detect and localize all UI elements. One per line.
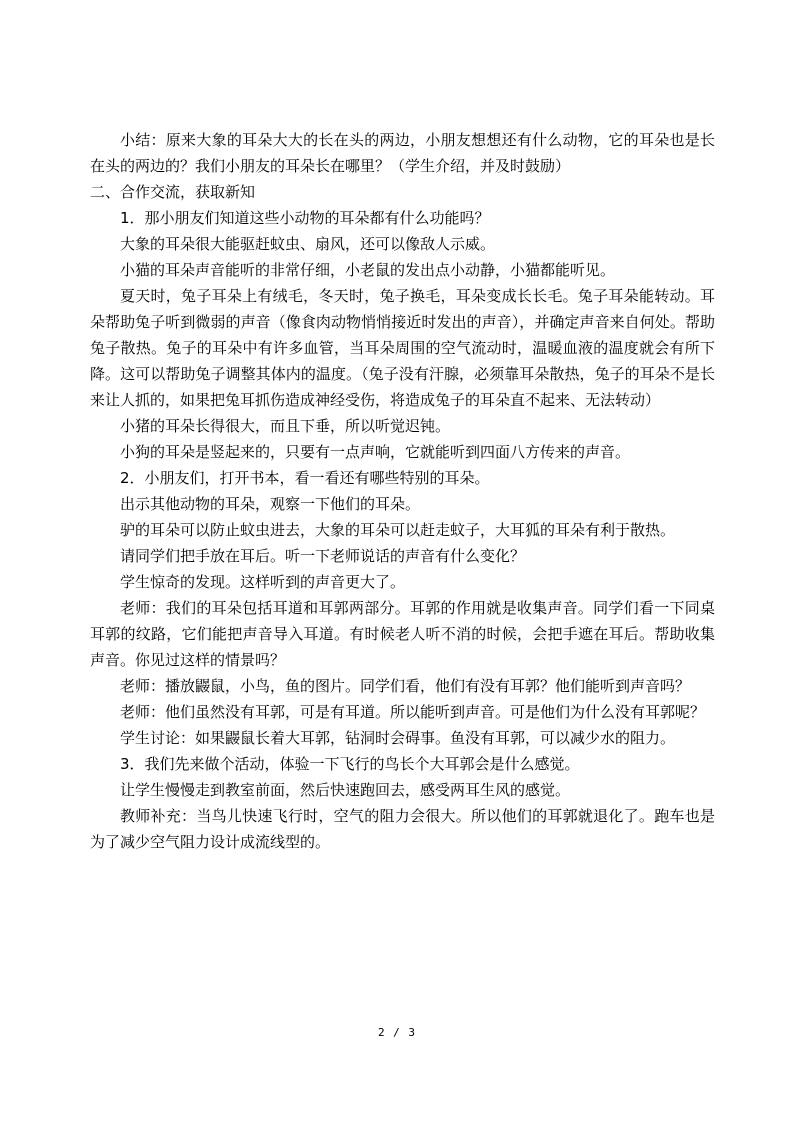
paragraph-teacher-auricle: 老师：我们的耳朵包括耳道和耳郭两部分。耳郭的作用就是收集声音。同学们看一下同桌耳郭的纹路，它们能把声音导入耳道。有时候老人听不消的时候，会把手遮在耳后。帮助收集声音。你见过这样的情景吗？ — [90, 599, 715, 669]
paragraph-teacher-supplement: 教师补充：当鸟儿快速飞行时，空气的阻力会很大。所以他们的耳郭就退化了。跑车也是为了减少空气阻力设计成流线型的。 — [90, 807, 715, 851]
paragraph-teacher-pictures: 老师：播放鼹鼠，小鸟，鱼的图片。同学们看，他们有没有耳郭？他们能听到声音吗？ — [120, 677, 691, 695]
paragraph-question-2: 2．小朋友们，打开书本，看一看还有哪些特别的耳朵。 — [120, 469, 490, 487]
document-body — [90, 127, 715, 855]
paragraph-activity-3: 3．我们先来做个活动，体验一下飞行的鸟长个大耳郭会是什么感觉。 — [120, 755, 580, 773]
paragraph-donkey: 驴的耳朵可以防止蚊虫进去，大象的耳朵可以赶走蚊子，大耳狐的耳朵有利于散热。 — [120, 521, 676, 539]
paragraph-rabbit: 夏天时，兔子耳朵上有绒毛，冬天时，兔子换毛，耳朵变成长长毛。兔子耳朵能转动。耳朵帮助兔子听到微弱的声音（像食肉动物悄悄接近时发出的声音），并确定声音来自何处。帮助兔子散热。兔子的耳朵中有许多血管，当耳朵周围的空气流动时，温暖血液的温度就会有所下降。这可以帮助兔子调整其体内的温度。（兔子没有汗腺，必须靠耳朵散热，兔子的耳朵不是长来让人抓的，如果把兔耳抓伤造成神经受伤，将造成兔子的耳朵直不起来、无法转动） — [90, 287, 715, 409]
paragraph-cat: 小猫的耳朵声音能听的非常仔细，小老鼠的发出点小动静，小猫都能听见。 — [120, 261, 616, 279]
section-heading: 二、合作交流，获取新知 — [90, 183, 256, 201]
paragraph-pig: 小猪的耳朵长得很大，而且下垂，所以听觉迟钝。 — [120, 417, 451, 435]
paragraph-hand-behind-ear: 请同学们把手放在耳后。听一下老师说话的声音有什么变化？ — [120, 547, 526, 565]
paragraph-student-discussion: 学生讨论：如果鼹鼠长着大耳郭，钻洞时会碍事。鱼没有耳郭，可以减少水的阻力。 — [120, 729, 676, 747]
paragraph-student-discovery: 学生惊奇的发现。这样听到的声音更大了。 — [120, 573, 406, 591]
paragraph-summary: 小结：原来大象的耳朵大大的长在头的两边，小朋友想想还有什么动物，它的耳朵也是长在头的两边的？我们小朋友的耳朵长在哪里？（学生介绍，并及时鼓励） — [90, 131, 715, 175]
paragraph-question-1: 1．那小朋友们知道这些小动物的耳朵都有什么功能吗？ — [120, 209, 490, 227]
page-number: 2 / 3 — [377, 1026, 417, 1039]
paragraph-elephant: 大象的耳朵很大能驱赶蚊虫、扇风，还可以像敌人示威。 — [120, 235, 496, 253]
paragraph-teacher-ear-canal: 老师：他们虽然没有耳郭，可是有耳道。所以能听到声音。可是他们为什么没有耳郭呢？ — [120, 703, 706, 721]
paragraph-dog: 小狗的耳朵是竖起来的，只要有一点声响，它就能听到四面八方传来的声音。 — [120, 443, 631, 461]
paragraph-show-ears: 出示其他动物的耳朵，观察一下他们的耳朵。 — [120, 495, 421, 513]
paragraph-activity-run: 让学生慢慢走到教室前面，然后快速跑回去，感受两耳生风的感觉。 — [120, 781, 571, 799]
